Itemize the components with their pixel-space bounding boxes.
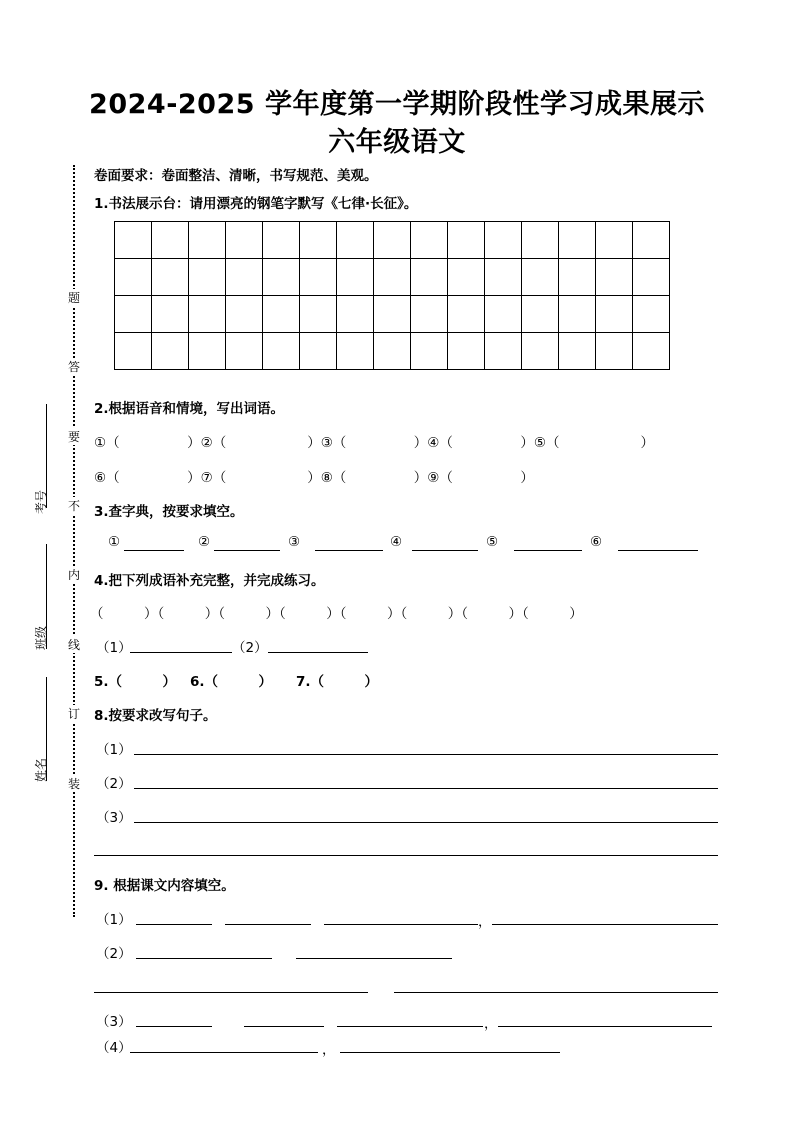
q3-blank[interactable] [412, 550, 478, 551]
question-2-answers-row1[interactable]: ①（ ）②（ ）③（ ）④（ ）⑤（ ） [94, 435, 655, 451]
grid-cell[interactable] [189, 222, 226, 259]
grid-cell[interactable] [300, 333, 337, 370]
q8-sub-label: （2） [96, 776, 132, 792]
q4-sub-blank[interactable] [268, 652, 368, 653]
grid-cell[interactable] [596, 259, 633, 296]
q8-answer-line[interactable] [134, 754, 718, 755]
q4-sub-blank[interactable] [130, 652, 232, 653]
grid-cell[interactable] [448, 333, 485, 370]
question-7-blank[interactable]: 7.（ ） [296, 674, 379, 690]
grid-cell[interactable] [485, 333, 522, 370]
binding-char: 答 [67, 360, 80, 374]
q9-blank[interactable] [225, 924, 311, 925]
grid-cell[interactable] [152, 333, 189, 370]
grid-cell[interactable] [300, 259, 337, 296]
grid-cell[interactable] [596, 296, 633, 333]
q3-mark: ⑤ [486, 534, 499, 550]
grid-cell[interactable] [152, 222, 189, 259]
grid-cell[interactable] [189, 296, 226, 333]
grid-cell[interactable] [522, 259, 559, 296]
grid-cell[interactable] [448, 259, 485, 296]
q8-sub-label: （3） [96, 810, 132, 826]
q9-sub-label: （3） [96, 1014, 132, 1030]
grid-cell[interactable] [189, 259, 226, 296]
class-label: 班级 [34, 625, 48, 650]
grid-cell[interactable] [633, 296, 670, 333]
grid-row [115, 222, 670, 259]
grid-cell[interactable] [115, 222, 152, 259]
grid-cell[interactable] [374, 333, 411, 370]
binding-char: 要 [67, 430, 80, 444]
q3-blank[interactable] [124, 550, 184, 551]
q9-sub-label: （1） [96, 912, 132, 928]
grid-cell[interactable] [263, 296, 300, 333]
q9-blank[interactable] [136, 958, 272, 959]
q8-answer-line[interactable] [134, 822, 718, 823]
question-2-label: 2.根据语音和情境，写出词语。 [94, 401, 285, 417]
grid-cell[interactable] [559, 222, 596, 259]
question-2-answers-row2[interactable]: ⑥（ ）⑦（ ）⑧（ ）⑨（ ） [94, 470, 534, 486]
q9-blank[interactable] [324, 924, 478, 925]
q3-blank[interactable] [514, 550, 582, 551]
q9-blank[interactable] [394, 992, 718, 993]
q9-comma: ， [484, 1016, 498, 1032]
paper-requirement: 卷面要求：卷面整洁、清晰，书写规范、美观。 [94, 168, 378, 184]
grid-cell[interactable] [152, 259, 189, 296]
grid-cell[interactable] [411, 333, 448, 370]
grid-cell[interactable] [300, 296, 337, 333]
grid-cell[interactable] [559, 333, 596, 370]
q9-sub-label: （4） [96, 1040, 132, 1056]
grid-cell[interactable] [374, 296, 411, 333]
q8-answer-line[interactable] [94, 855, 718, 856]
q3-blank[interactable] [618, 550, 698, 551]
binding-char: 线 [67, 638, 80, 652]
q3-mark: ① [108, 534, 121, 550]
grid-cell[interactable] [115, 333, 152, 370]
grid-row [115, 259, 670, 296]
page-title: 2024-2025 学年度第一学期阶段性学习成果展示 [89, 89, 705, 120]
q3-blank[interactable] [315, 550, 383, 551]
grid-cell[interactable] [411, 222, 448, 259]
grid-cell[interactable] [337, 333, 374, 370]
q9-blank[interactable] [340, 1052, 560, 1053]
q3-mark: ③ [288, 534, 301, 550]
question-6-blank[interactable]: 6.（ ） [190, 674, 273, 690]
grid-cell[interactable] [522, 222, 559, 259]
q9-blank[interactable] [244, 1026, 324, 1027]
q3-mark: ⑥ [590, 534, 603, 550]
question-1-label: 1.书法展示台：请用漂亮的钢笔字默写《七律·长征》。 [94, 196, 418, 212]
question-8-label: 8.按要求改写句子。 [94, 708, 217, 724]
q9-comma: ， [322, 1042, 336, 1058]
q9-comma: ， [478, 914, 492, 930]
q3-blank[interactable] [214, 550, 280, 551]
grid-cell[interactable] [226, 296, 263, 333]
grid-cell[interactable] [337, 259, 374, 296]
grid-cell[interactable] [263, 222, 300, 259]
grid-cell[interactable] [448, 296, 485, 333]
grid-cell[interactable] [559, 296, 596, 333]
grid-cell[interactable] [337, 296, 374, 333]
binding-char: 不 [67, 499, 80, 513]
grid-cell[interactable] [522, 333, 559, 370]
grid-cell[interactable] [559, 259, 596, 296]
q9-blank[interactable] [337, 1026, 483, 1027]
grid-cell[interactable] [485, 296, 522, 333]
grid-cell[interactable] [633, 259, 670, 296]
question-9-label: 9. 根据课文内容填空。 [94, 878, 235, 894]
grid-cell[interactable] [411, 259, 448, 296]
grid-cell[interactable] [374, 259, 411, 296]
grid-cell[interactable] [263, 259, 300, 296]
q9-blank[interactable] [136, 924, 212, 925]
grid-cell[interactable] [596, 222, 633, 259]
grid-row [115, 296, 670, 333]
grid-cell[interactable] [485, 259, 522, 296]
grid-cell[interactable] [226, 222, 263, 259]
binding-char: 内 [67, 568, 80, 582]
grid-cell[interactable] [300, 222, 337, 259]
q9-blank[interactable] [94, 992, 368, 993]
q9-blank[interactable] [136, 1026, 212, 1027]
q9-blank[interactable] [130, 1052, 318, 1053]
binding-char: 订 [67, 707, 80, 721]
q9-sub-label: （2） [96, 946, 132, 962]
calligraphy-grid[interactable] [114, 221, 670, 370]
grid-cell[interactable] [115, 296, 152, 333]
grid-cell[interactable] [374, 222, 411, 259]
grid-cell[interactable] [411, 296, 448, 333]
grid-cell[interactable] [522, 296, 559, 333]
q9-blank[interactable] [492, 924, 718, 925]
question-3-label: 3.查字典，按要求填空。 [94, 504, 244, 520]
grid-cell[interactable] [633, 333, 670, 370]
binding-char: 装 [67, 777, 80, 791]
grid-cell[interactable] [226, 259, 263, 296]
q3-mark: ② [198, 534, 211, 550]
q9-blank[interactable] [296, 958, 452, 959]
binding-char: 题 [67, 291, 80, 305]
grid-cell[interactable] [448, 222, 485, 259]
q8-sub-label: （1） [96, 742, 132, 758]
grid-cell[interactable] [189, 333, 226, 370]
name-label: 姓名 [34, 757, 48, 782]
binding-dotted-line [73, 165, 75, 917]
q9-blank[interactable] [498, 1026, 712, 1027]
q8-answer-line[interactable] [134, 788, 718, 789]
q3-mark: ④ [390, 534, 403, 550]
q4-sub-label: （1） [96, 640, 132, 656]
exam-number-label: 考号 [34, 489, 48, 514]
grid-cell[interactable] [152, 296, 189, 333]
question-4-label: 4.把下列成语补充完整，并完成练习。 [94, 573, 325, 589]
grid-cell[interactable] [485, 222, 522, 259]
question-5-blank[interactable]: 5.（ ） [94, 674, 177, 690]
grid-cell[interactable] [337, 222, 374, 259]
page-subtitle: 六年级语文 [328, 127, 466, 158]
q4-sub-label: （2） [232, 640, 268, 656]
question-4-idiom-blanks[interactable]: （ ）（ ）（ ）（ ）（ ）（ ）（ ）（ ） [90, 606, 583, 622]
grid-row [115, 333, 670, 370]
grid-cell[interactable] [596, 333, 633, 370]
grid-cell[interactable] [115, 259, 152, 296]
grid-cell[interactable] [226, 333, 263, 370]
grid-cell[interactable] [633, 222, 670, 259]
grid-cell[interactable] [263, 333, 300, 370]
